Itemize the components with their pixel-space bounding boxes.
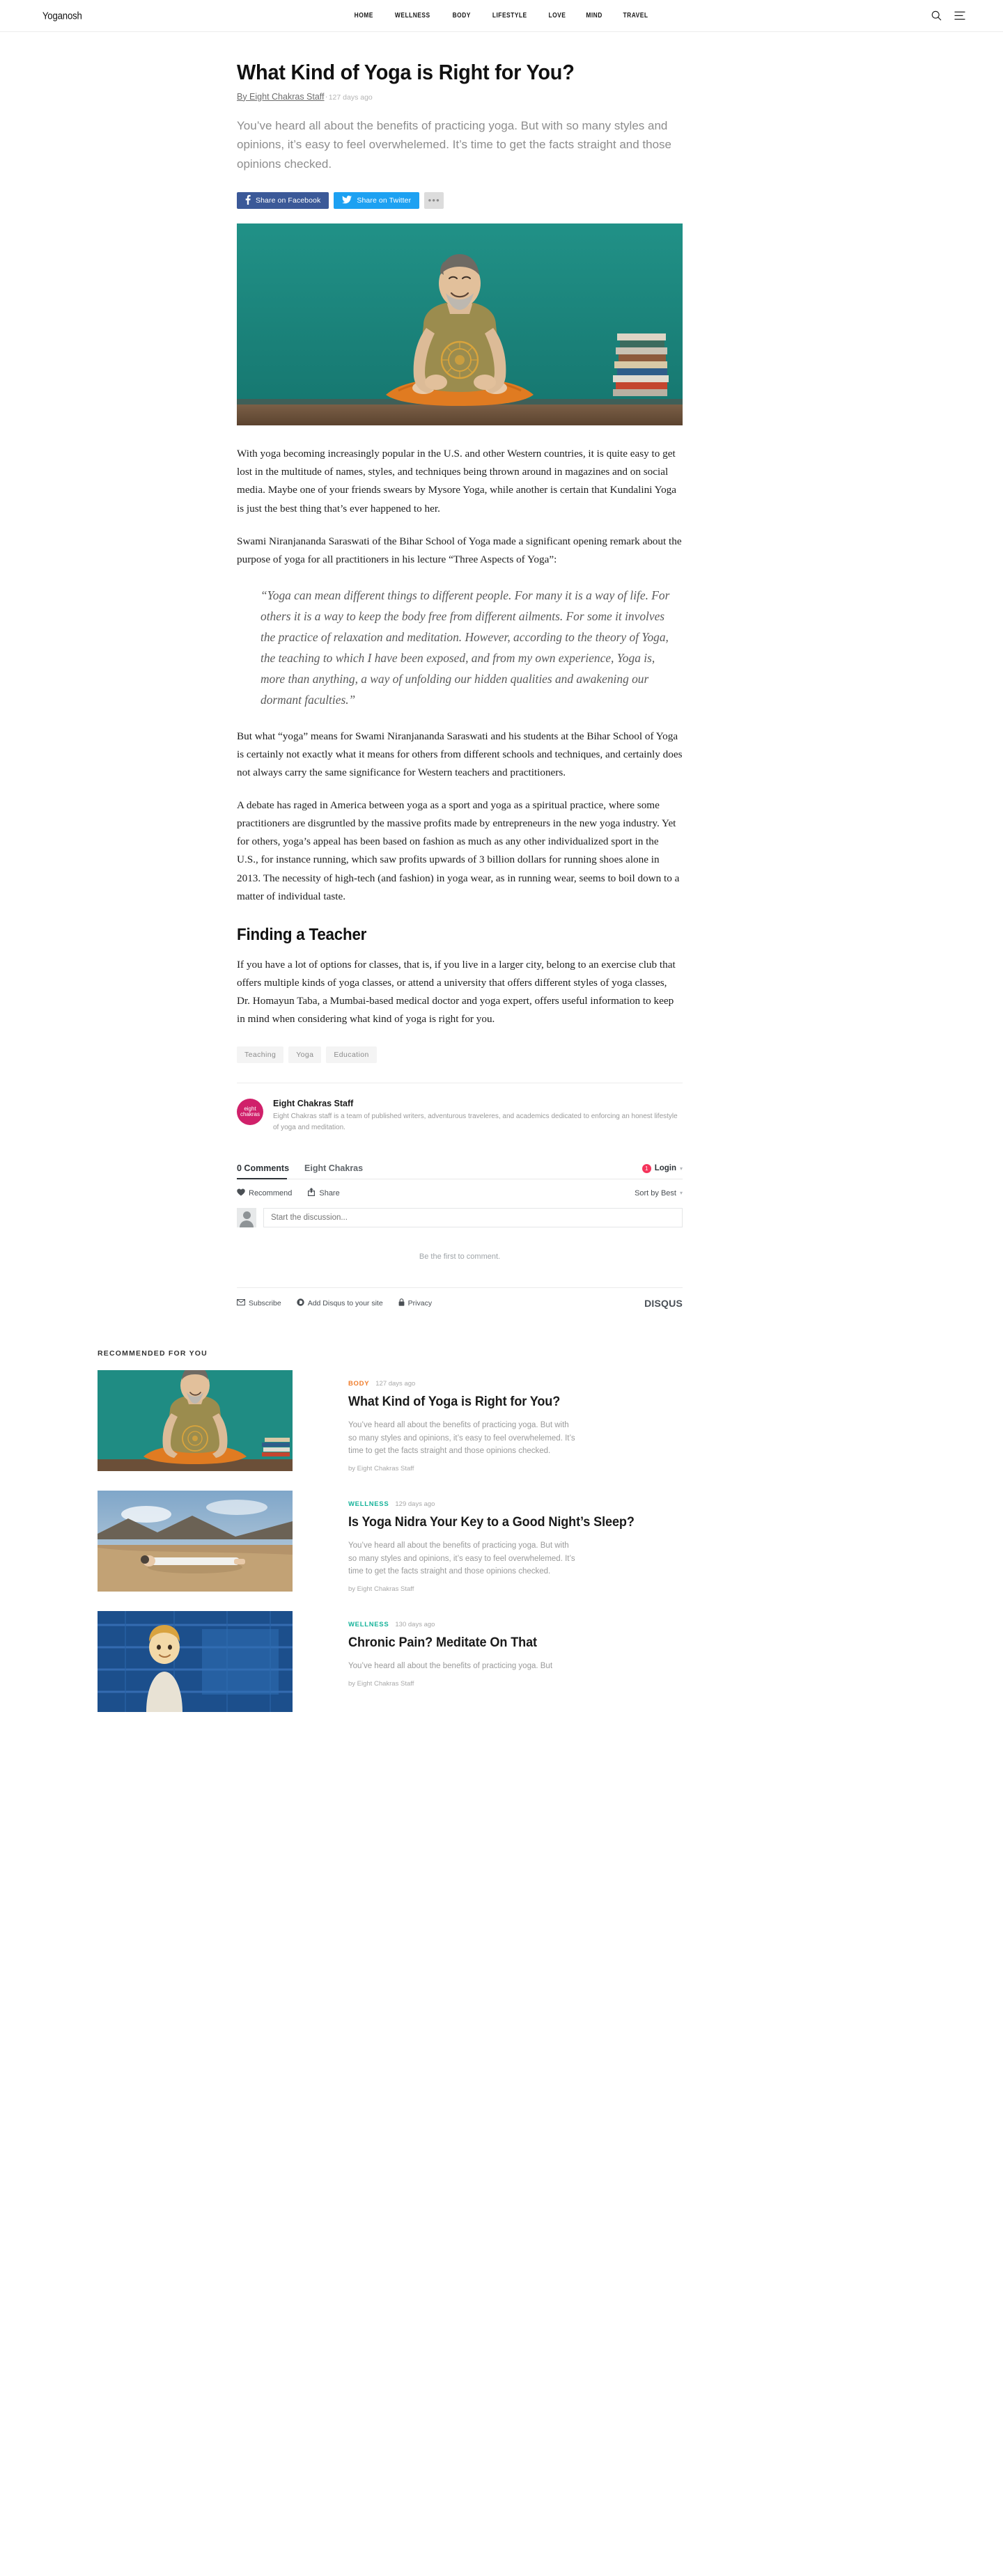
recommended-excerpt: You’ve heard all about the benefits of practicing yoga. But with so many styles and opinions, it’s easy to feel overwhelemed. It’s time to get the facts straight and those opinions checked. bbox=[348, 1541, 575, 1576]
disqus-logo: DISQUS bbox=[644, 1298, 683, 1310]
share-button[interactable] bbox=[307, 1188, 339, 1198]
share-icon bbox=[307, 1188, 316, 1198]
tab-site-name[interactable]: Eight Chakras bbox=[304, 1163, 364, 1174]
article-body bbox=[237, 445, 683, 1028]
hamburger-icon[interactable] bbox=[954, 11, 965, 20]
recommended-title-text: What Kind of Yoga is Right for You? bbox=[348, 1395, 561, 1410]
header-actions bbox=[931, 10, 965, 21]
tag-yoga[interactable]: Yoga bbox=[288, 1046, 321, 1063]
disqus-actions bbox=[237, 1188, 683, 1198]
avatar-line2: chakras bbox=[240, 1111, 260, 1118]
recommended-excerpt: You’ve heard all about the benefits of practicing yoga. But with so many styles and opinions, it’s easy to feel overwhelemed. It’s time to get the facts straight and those opinions checked. bbox=[348, 1421, 575, 1455]
share-row bbox=[237, 192, 780, 209]
site-logo[interactable] bbox=[40, 10, 85, 22]
pull-quote: “Yoga can mean different things to different people. For many it is a way of life. For others it is a way to keep the body free from different ailments. For some it involves the practice of relaxation and meditation. However, according to the theory of Yoga, the teaching to which I have been exposed, and from my own experience, Yoga is, more than anything, a way of unfolding our hidden qualities and awakening our dormant faculties.” bbox=[261, 588, 670, 707]
nav-label: TRAVEL bbox=[623, 12, 648, 19]
disqus-comments bbox=[237, 1163, 683, 1309]
article-paragraph: But what “yoga” means for Swami Niranjananda Saraswati and his students at the Bihar School of Yoga is certainly not exactly what it means for others from different schools and techniques, and certainly does not always carry the same significance for Western teachers and practitioners. bbox=[237, 730, 683, 778]
recommended-meta bbox=[348, 1621, 655, 1628]
article-dek: You’ve heard all about the benefits of practicing yoga. But with so many styles and opinions, it’s easy to feel overwhelemed. It’s time to get the facts straight and those opinions checked. bbox=[237, 118, 671, 171]
author-bio-text bbox=[273, 1099, 683, 1133]
recommended-thumbnail[interactable] bbox=[98, 1611, 293, 1712]
nav-item-mind[interactable] bbox=[576, 12, 612, 19]
recommended-heading: RECOMMENDED FOR YOU bbox=[98, 1349, 208, 1358]
share-twitter-button[interactable] bbox=[334, 192, 419, 209]
recommended-timestamp: 127 days ago bbox=[375, 1380, 416, 1388]
recommended-title[interactable] bbox=[348, 1635, 655, 1651]
page-title bbox=[237, 60, 780, 86]
recommended-timestamp: 130 days ago bbox=[395, 1621, 435, 1629]
section-heading bbox=[237, 925, 683, 945]
tag-education[interactable]: Education bbox=[326, 1046, 376, 1063]
tab-comments[interactable]: 0 Comments bbox=[237, 1163, 290, 1174]
nav-item-home[interactable] bbox=[344, 12, 383, 19]
avatar bbox=[237, 1099, 263, 1125]
recommended-content bbox=[293, 1370, 655, 1472]
nav-item-love[interactable] bbox=[538, 12, 576, 19]
disqus-login[interactable] bbox=[642, 1164, 683, 1173]
recommended-thumbnail[interactable] bbox=[98, 1370, 293, 1471]
lock-icon bbox=[398, 1298, 405, 1308]
nav-item-body[interactable] bbox=[442, 12, 481, 19]
category-badge[interactable]: BODY bbox=[348, 1380, 370, 1388]
share-label: Share bbox=[319, 1188, 340, 1197]
nav-item-wellness[interactable] bbox=[384, 12, 442, 19]
author-description: Eight Chakras staff is a team of published writers, adventurous traveleres, and academics dedicated to enforcing an honest lifestyle of yoga and meditation. bbox=[273, 1113, 678, 1131]
recommended-title-text: Is Yoga Nidra Your Key to a Good Night’s Sleep? bbox=[348, 1515, 635, 1530]
article-wrapper bbox=[0, 32, 1003, 1133]
site-logo-text: Yoganosh bbox=[42, 10, 82, 22]
share-facebook-label: Share on Facebook bbox=[256, 196, 321, 205]
article-paragraph: A debate has raged in America between yoga as a sport and yoga as a spiritual practice, where some practitioners are disgruntled by the massive profits made by entrepreneurs in the new yoga industry. Yet for others, yoga’s appeal has been based on fashion as much as any other individualized sport in the U.S., for instance running, which saw profits upwards of 3 billion dollars for running shoes alone in 2013. The necessity of high-tech (and fashion) in yoga wear, as in running wear, seems to boil down to a matter of individual taste. bbox=[237, 799, 680, 902]
article bbox=[237, 60, 780, 1133]
recommended-meta bbox=[348, 1380, 655, 1388]
article-paragraph: If you have a lot of options for classes, that is, if you live in a larger city, belong to an exercise club that offers multiple kinds of yoga classes, or attend a university that offers different styles of yoga classes, Dr. Homayun Taba, a Mumbai-based medical doctor and yoga expert, offers useful information to keep in mind when considering what kind of yoga is right for you. bbox=[237, 958, 676, 1026]
recommended-author: by Eight Chakras Staff bbox=[348, 1680, 414, 1688]
share-more-button[interactable]: ••• bbox=[424, 192, 444, 209]
recommend-label: Recommend bbox=[249, 1188, 293, 1197]
author-name: Eight Chakras Staff bbox=[273, 1099, 354, 1109]
main-navigation bbox=[344, 12, 659, 19]
sort-label: Sort by Best bbox=[635, 1188, 676, 1197]
recommended-title-text: Chronic Pain? Meditate On That bbox=[348, 1635, 537, 1651]
add-disqus-link[interactable] bbox=[297, 1298, 383, 1308]
hero-illustration bbox=[237, 223, 683, 425]
disqus-footer bbox=[237, 1287, 683, 1309]
recommended-excerpt: You’ve heard all about the benefits of practicing yoga. But bbox=[348, 1662, 553, 1671]
envelope-icon bbox=[237, 1299, 245, 1307]
recommended-author: by Eight Chakras Staff bbox=[348, 1585, 414, 1594]
add-disqus-label: Add Disqus to your site bbox=[307, 1299, 383, 1308]
comment-input[interactable] bbox=[263, 1208, 683, 1227]
facebook-icon bbox=[245, 195, 251, 207]
disqus-tabs bbox=[237, 1163, 683, 1179]
disqus-d-icon bbox=[297, 1298, 304, 1308]
list-item[interactable] bbox=[98, 1611, 905, 1712]
twitter-icon bbox=[342, 196, 352, 206]
chevron-down-icon: ▾ bbox=[679, 1190, 683, 1197]
guest-avatar bbox=[237, 1208, 256, 1227]
recommended-title[interactable] bbox=[348, 1514, 655, 1531]
search-icon[interactable] bbox=[931, 10, 942, 21]
nav-label: LIFESTYLE bbox=[492, 12, 527, 19]
article-paragraph: Swami Niranjananda Saraswati of the Bihar School of Yoga made a significant opening remark about the purpose of yoga for all practitioners in his lecture “Three Aspects of Yoga”: bbox=[237, 535, 682, 565]
subscribe-link[interactable] bbox=[237, 1299, 281, 1307]
recommended-timestamp: 129 days ago bbox=[395, 1500, 435, 1509]
byline bbox=[237, 92, 780, 102]
recommended-section bbox=[98, 1309, 905, 1712]
privacy-label: Privacy bbox=[407, 1299, 433, 1308]
avatar-line1: eight bbox=[244, 1106, 256, 1113]
nav-label: BODY bbox=[452, 12, 471, 19]
sort-dropdown[interactable] bbox=[635, 1189, 683, 1197]
category-badge[interactable]: WELLNESS bbox=[348, 1500, 389, 1509]
recommended-meta bbox=[348, 1500, 655, 1508]
nav-label: MIND bbox=[586, 12, 602, 19]
recommended-content bbox=[293, 1611, 655, 1712]
byline-separator: · bbox=[325, 91, 328, 102]
heart-icon bbox=[237, 1188, 245, 1198]
thumb-person-lying-desert-sky bbox=[98, 1491, 293, 1592]
tag-teaching[interactable]: Teaching bbox=[237, 1046, 283, 1063]
share-facebook-button[interactable] bbox=[237, 192, 329, 209]
thumb-illustration-blue-figure bbox=[98, 1611, 293, 1712]
recommended-title[interactable] bbox=[348, 1394, 655, 1411]
nav-item-lifestyle[interactable] bbox=[481, 12, 538, 19]
nav-label: WELLNESS bbox=[395, 12, 431, 19]
section-heading-text: Finding a Teacher bbox=[237, 925, 367, 944]
hero-image bbox=[237, 223, 683, 425]
nav-label: LOVE bbox=[548, 12, 566, 19]
empty-comments-message: Be the first to comment. bbox=[419, 1252, 501, 1262]
recommended-author: by Eight Chakras Staff bbox=[348, 1465, 414, 1473]
subscribe-label: Subscribe bbox=[249, 1299, 281, 1308]
category-badge[interactable]: WELLNESS bbox=[348, 1621, 389, 1629]
recommend-button[interactable] bbox=[237, 1188, 292, 1198]
site-header bbox=[0, 0, 1003, 32]
recommended-content bbox=[293, 1491, 655, 1593]
login-label: Login bbox=[654, 1164, 676, 1173]
recommended-thumbnail[interactable] bbox=[98, 1491, 293, 1592]
comment-compose bbox=[237, 1208, 683, 1227]
tag-list bbox=[237, 1046, 780, 1063]
chevron-down-icon: ▾ bbox=[679, 1165, 683, 1172]
list-item[interactable] bbox=[98, 1491, 905, 1593]
login-badge: 1 bbox=[642, 1164, 651, 1173]
byline-author[interactable]: By Eight Chakras Staff bbox=[237, 91, 325, 102]
privacy-link[interactable] bbox=[398, 1298, 432, 1308]
author-bio bbox=[237, 1099, 683, 1133]
tab-active-underline bbox=[237, 1178, 287, 1179]
thumb-man-meditating-teal-wall bbox=[98, 1370, 293, 1471]
share-twitter-label: Share on Twitter bbox=[357, 196, 412, 205]
page-title-text: What Kind of Yoga is Right for You? bbox=[237, 60, 575, 84]
byline-timestamp: 127 days ago bbox=[328, 93, 373, 102]
list-item[interactable] bbox=[98, 1370, 905, 1472]
nav-item-travel[interactable] bbox=[612, 12, 659, 19]
nav-label: HOME bbox=[354, 12, 373, 19]
article-paragraph: With yoga becoming increasingly popular in the U.S. and other Western countries, it is quite easy to get lost in the multitude of names, styles, and techniques being thrown around in magazines and on social media. Maybe one of your friends swears by Mysore Yoga, while another is certain that Kundalini Yoga is just the best thing that’s ever happened to her. bbox=[237, 448, 676, 515]
